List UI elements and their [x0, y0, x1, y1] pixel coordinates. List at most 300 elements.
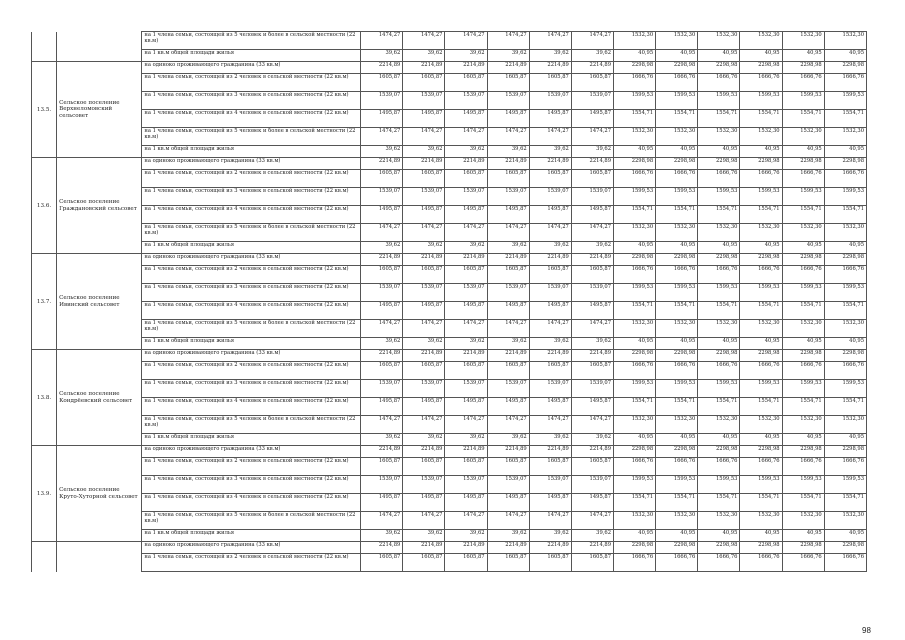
settlement-index: 13.6. — [32, 158, 57, 254]
table-row — [32, 284, 867, 302]
value-cell: 40,95 — [656, 146, 698, 158]
value-cell: 1666,76 — [614, 74, 656, 92]
value-cell: 1666,76 — [614, 554, 656, 572]
table-row — [32, 338, 867, 350]
value-cell: 1474,27 — [529, 224, 571, 242]
value-cell: 39,62 — [571, 146, 613, 158]
value-cell: 1554,71 — [782, 302, 824, 320]
value-cell: 1474,27 — [445, 32, 487, 50]
value-cell: 1474,27 — [445, 128, 487, 146]
value-cell: 1666,76 — [782, 458, 824, 476]
value-cell: 40,95 — [740, 50, 782, 62]
value-cell: 1532,30 — [656, 512, 698, 530]
value-cell: 39,62 — [571, 434, 613, 446]
value-cell: 1666,76 — [614, 266, 656, 284]
value-cell: 40,95 — [698, 146, 740, 158]
value-cell: 1599,53 — [614, 380, 656, 398]
value-cell: 1474,27 — [403, 416, 445, 434]
value-cell: 1539,07 — [361, 476, 403, 494]
value-cell: 1532,30 — [782, 128, 824, 146]
value-cell: 2298,98 — [824, 62, 866, 74]
value-cell: 2298,98 — [656, 254, 698, 266]
value-cell: 1666,76 — [740, 266, 782, 284]
row-label: на 1 члена семьи, состоящей из 4 человек в сельской местности (22 кв.м) — [142, 110, 361, 128]
value-cell: 1474,27 — [487, 224, 529, 242]
value-cell: 2214,89 — [403, 254, 445, 266]
value-cell: 1539,07 — [361, 92, 403, 110]
value-cell: 1474,27 — [571, 32, 613, 50]
value-cell: 2298,98 — [782, 254, 824, 266]
value-cell: 40,95 — [782, 146, 824, 158]
table-row — [32, 512, 867, 530]
value-cell: 1539,07 — [403, 284, 445, 302]
value-cell: 1666,76 — [782, 170, 824, 188]
table-row — [32, 530, 867, 542]
value-cell: 1495,87 — [487, 206, 529, 224]
blank-cell — [32, 32, 57, 50]
value-cell: 39,62 — [445, 338, 487, 350]
value-cell: 1539,07 — [487, 380, 529, 398]
value-cell: 1495,87 — [403, 398, 445, 416]
table-row — [32, 254, 867, 266]
value-cell: 1605,87 — [361, 266, 403, 284]
value-cell: 2298,98 — [656, 158, 698, 170]
value-cell: 1599,53 — [614, 476, 656, 494]
row-label: на 1 члена семьи, состоящей из 3 человек в сельской местности (22 кв.м) — [142, 476, 361, 494]
table-row — [32, 158, 867, 170]
value-cell: 1539,07 — [445, 284, 487, 302]
value-cell: 1495,87 — [361, 110, 403, 128]
table-row — [32, 380, 867, 398]
value-cell: 1599,53 — [824, 380, 866, 398]
value-cell: 2214,89 — [445, 254, 487, 266]
value-cell: 1599,53 — [782, 284, 824, 302]
value-cell: 1599,53 — [614, 92, 656, 110]
value-cell: 39,62 — [487, 530, 529, 542]
value-cell: 1605,87 — [445, 266, 487, 284]
row-label: на одиноко проживающего гражданина (33 кв.м) — [142, 254, 361, 266]
value-cell: 1554,71 — [824, 494, 866, 512]
value-cell: 1474,27 — [487, 128, 529, 146]
value-cell: 1599,53 — [824, 92, 866, 110]
value-cell: 1605,87 — [487, 458, 529, 476]
row-label: на одиноко проживающего гражданина (33 кв.м) — [142, 62, 361, 74]
value-cell: 1539,07 — [487, 92, 529, 110]
value-cell: 1605,87 — [529, 458, 571, 476]
value-cell: 1474,27 — [403, 128, 445, 146]
value-cell: 2214,89 — [487, 254, 529, 266]
value-cell: 1495,87 — [487, 494, 529, 512]
value-cell: 1605,87 — [529, 362, 571, 380]
value-cell: 1605,87 — [361, 554, 403, 572]
value-cell: 1554,71 — [614, 110, 656, 128]
value-cell: 1474,27 — [361, 224, 403, 242]
row-label: на 1 члена семьи, состоящей из 2 человек в сельской местности (22 кв.м) — [142, 554, 361, 572]
value-cell: 40,95 — [824, 146, 866, 158]
value-cell: 1666,76 — [614, 170, 656, 188]
value-cell: 1539,07 — [445, 92, 487, 110]
value-cell: 39,62 — [529, 434, 571, 446]
value-cell: 1666,76 — [824, 362, 866, 380]
row-label: на одиноко проживающего гражданина (33 кв.м) — [142, 350, 361, 362]
row-label: на 1 кв.м общей площади жилья — [142, 50, 361, 62]
value-cell: 40,95 — [614, 434, 656, 446]
value-cell: 40,95 — [656, 242, 698, 254]
value-cell: 39,62 — [487, 50, 529, 62]
value-cell: 40,95 — [740, 146, 782, 158]
table-row — [32, 350, 867, 362]
row-label: на 1 члена семьи, состоящей из 3 человек в сельской местности (22 кв.м) — [142, 380, 361, 398]
value-cell: 1474,27 — [487, 416, 529, 434]
table-row — [32, 74, 867, 92]
value-cell: 40,95 — [824, 434, 866, 446]
row-label: на 1 члена семьи, состоящей из 5 человек и более в сельской местности (22 кв.м) — [142, 32, 361, 50]
blank-cell — [57, 542, 142, 554]
value-cell: 1554,71 — [782, 398, 824, 416]
value-cell: 2298,98 — [782, 350, 824, 362]
value-cell: 1532,30 — [698, 512, 740, 530]
row-label: на 1 члена семьи, состоящей из 2 человек в сельской местности (22 кв.м) — [142, 266, 361, 284]
value-cell: 1532,30 — [698, 32, 740, 50]
value-cell: 2214,89 — [403, 62, 445, 74]
value-cell: 1495,87 — [529, 494, 571, 512]
value-cell: 40,95 — [614, 242, 656, 254]
value-cell: 1554,71 — [740, 206, 782, 224]
value-cell: 1539,07 — [403, 380, 445, 398]
value-cell: 2298,98 — [824, 158, 866, 170]
value-cell: 1599,53 — [740, 476, 782, 494]
value-cell: 1599,53 — [824, 284, 866, 302]
value-cell: 1666,76 — [782, 74, 824, 92]
value-cell: 2214,89 — [445, 350, 487, 362]
value-cell: 39,62 — [445, 242, 487, 254]
value-cell: 1539,07 — [487, 188, 529, 206]
value-cell: 1539,07 — [529, 92, 571, 110]
tariff-table — [31, 31, 867, 572]
value-cell: 1495,87 — [403, 206, 445, 224]
value-cell: 2214,89 — [403, 542, 445, 554]
value-cell: 2214,89 — [487, 542, 529, 554]
value-cell: 2298,98 — [614, 254, 656, 266]
value-cell: 39,62 — [529, 242, 571, 254]
value-cell: 1495,87 — [571, 110, 613, 128]
settlement-index: 13.7. — [32, 254, 57, 350]
value-cell: 1554,71 — [614, 302, 656, 320]
value-cell: 1666,76 — [782, 266, 824, 284]
value-cell: 1495,87 — [403, 494, 445, 512]
value-cell: 1539,07 — [529, 284, 571, 302]
value-cell: 39,62 — [403, 338, 445, 350]
value-cell: 1474,27 — [571, 512, 613, 530]
value-cell: 1605,87 — [445, 170, 487, 188]
value-cell: 39,62 — [529, 146, 571, 158]
value-cell: 2298,98 — [614, 62, 656, 74]
value-cell: 1666,76 — [656, 74, 698, 92]
value-cell: 1474,27 — [529, 320, 571, 338]
row-label: на 1 члена семьи, состоящей из 5 человек и более в сельской местности (22 кв.м) — [142, 224, 361, 242]
value-cell: 1599,53 — [782, 380, 824, 398]
value-cell: 40,95 — [782, 434, 824, 446]
value-cell: 1605,87 — [403, 170, 445, 188]
value-cell: 1539,07 — [445, 188, 487, 206]
value-cell: 1495,87 — [445, 110, 487, 128]
value-cell: 1474,27 — [529, 32, 571, 50]
value-cell: 1605,87 — [361, 458, 403, 476]
value-cell: 1495,87 — [445, 206, 487, 224]
value-cell: 1554,71 — [824, 398, 866, 416]
value-cell: 1495,87 — [361, 494, 403, 512]
value-cell: 1605,87 — [529, 554, 571, 572]
row-label: на 1 члена семьи, состоящей из 5 человек и более в сельской местности (22 кв.м) — [142, 512, 361, 530]
row-label: на 1 кв.м общей площади жилья — [142, 242, 361, 254]
value-cell: 1666,76 — [824, 74, 866, 92]
value-cell: 39,62 — [529, 338, 571, 350]
value-cell: 1532,30 — [614, 512, 656, 530]
value-cell: 1599,53 — [698, 476, 740, 494]
value-cell: 1554,71 — [698, 110, 740, 128]
value-cell: 1554,71 — [740, 494, 782, 512]
value-cell: 2214,89 — [361, 254, 403, 266]
table-row — [32, 110, 867, 128]
value-cell: 1599,53 — [656, 380, 698, 398]
value-cell: 1605,87 — [571, 74, 613, 92]
value-cell: 1474,27 — [403, 512, 445, 530]
settlement-name: Сельское поселение Верхнеломовский сельсовет — [57, 62, 142, 158]
table-row — [32, 434, 867, 446]
value-cell: 1605,87 — [403, 554, 445, 572]
row-label: на 1 кв.м общей площади жилья — [142, 530, 361, 542]
value-cell: 1532,30 — [614, 224, 656, 242]
value-cell: 2298,98 — [698, 62, 740, 74]
value-cell: 1532,30 — [740, 512, 782, 530]
value-cell: 1599,53 — [782, 476, 824, 494]
value-cell: 2214,89 — [445, 158, 487, 170]
value-cell: 1554,71 — [782, 494, 824, 512]
value-cell: 2298,98 — [614, 158, 656, 170]
value-cell: 1666,76 — [698, 554, 740, 572]
value-cell: 1599,53 — [614, 284, 656, 302]
value-cell: 40,95 — [698, 338, 740, 350]
value-cell: 1532,30 — [824, 320, 866, 338]
value-cell: 40,95 — [824, 50, 866, 62]
value-cell: 1532,30 — [782, 224, 824, 242]
value-cell: 1666,76 — [740, 554, 782, 572]
value-cell: 1474,27 — [403, 224, 445, 242]
table-row — [32, 170, 867, 188]
value-cell: 40,95 — [782, 530, 824, 542]
value-cell: 1599,53 — [698, 92, 740, 110]
value-cell: 1539,07 — [403, 188, 445, 206]
blank-cell — [57, 32, 142, 50]
value-cell: 40,95 — [614, 530, 656, 542]
value-cell: 2298,98 — [824, 350, 866, 362]
value-cell: 1532,30 — [782, 320, 824, 338]
value-cell: 40,95 — [740, 434, 782, 446]
table-row — [32, 416, 867, 434]
value-cell: 1554,71 — [824, 206, 866, 224]
value-cell: 1532,30 — [656, 128, 698, 146]
value-cell: 1599,53 — [782, 92, 824, 110]
value-cell: 40,95 — [698, 434, 740, 446]
value-cell: 39,62 — [445, 530, 487, 542]
value-cell: 39,62 — [403, 242, 445, 254]
value-cell: 1605,87 — [445, 362, 487, 380]
value-cell: 2214,89 — [529, 158, 571, 170]
value-cell: 1605,87 — [403, 74, 445, 92]
value-cell: 1554,71 — [824, 110, 866, 128]
settlement-name: Сельское поселение Граждановский сельсовет — [57, 158, 142, 254]
value-cell: 1532,30 — [740, 320, 782, 338]
value-cell: 1605,87 — [403, 362, 445, 380]
value-cell: 1605,87 — [361, 170, 403, 188]
value-cell: 1605,87 — [571, 362, 613, 380]
value-cell: 1532,30 — [614, 32, 656, 50]
value-cell: 1554,71 — [698, 494, 740, 512]
row-label: на 1 члена семьи, состоящей из 4 человек в сельской местности (22 кв.м) — [142, 302, 361, 320]
value-cell: 39,62 — [571, 50, 613, 62]
value-cell: 1539,07 — [487, 476, 529, 494]
value-cell: 2214,89 — [529, 350, 571, 362]
value-cell: 1495,87 — [571, 302, 613, 320]
value-cell: 1474,27 — [361, 512, 403, 530]
value-cell: 1532,30 — [824, 32, 866, 50]
row-label: на 1 кв.м общей площади жилья — [142, 338, 361, 350]
value-cell: 1605,87 — [529, 170, 571, 188]
value-cell: 40,95 — [698, 50, 740, 62]
value-cell: 1539,07 — [403, 476, 445, 494]
value-cell: 1599,53 — [824, 476, 866, 494]
value-cell: 2214,89 — [571, 158, 613, 170]
value-cell: 1605,87 — [529, 266, 571, 284]
value-cell: 1605,87 — [529, 74, 571, 92]
value-cell: 2214,89 — [571, 542, 613, 554]
row-label: на 1 члена семьи, состоящей из 4 человек в сельской местности (22 кв.м) — [142, 398, 361, 416]
value-cell: 1554,71 — [614, 494, 656, 512]
value-cell: 39,62 — [403, 530, 445, 542]
row-label: на 1 члена семьи, состоящей из 4 человек в сельской местности (22 кв.м) — [142, 206, 361, 224]
value-cell: 40,95 — [656, 434, 698, 446]
value-cell: 39,62 — [361, 50, 403, 62]
value-cell: 40,95 — [698, 242, 740, 254]
value-cell: 39,62 — [487, 146, 529, 158]
value-cell: 1554,71 — [656, 110, 698, 128]
value-cell: 1539,07 — [571, 284, 613, 302]
value-cell: 1539,07 — [361, 380, 403, 398]
value-cell: 1666,76 — [740, 458, 782, 476]
value-cell: 40,95 — [824, 338, 866, 350]
value-cell: 1605,87 — [487, 554, 529, 572]
table-row — [32, 320, 867, 338]
value-cell: 1539,07 — [571, 92, 613, 110]
value-cell: 1474,27 — [487, 320, 529, 338]
value-cell: 2214,89 — [571, 254, 613, 266]
value-cell: 39,62 — [361, 146, 403, 158]
value-cell: 2298,98 — [740, 158, 782, 170]
value-cell: 1605,87 — [361, 74, 403, 92]
value-cell: 40,95 — [614, 50, 656, 62]
value-cell: 39,62 — [529, 530, 571, 542]
value-cell: 2214,89 — [571, 446, 613, 458]
table-row — [32, 398, 867, 416]
row-label: на 1 члена семьи, состоящей из 4 человек в сельской местности (22 кв.м) — [142, 494, 361, 512]
value-cell: 1495,87 — [529, 110, 571, 128]
value-cell: 1495,87 — [445, 398, 487, 416]
value-cell: 2298,98 — [614, 350, 656, 362]
table-row — [32, 554, 867, 572]
value-cell: 1474,27 — [529, 416, 571, 434]
value-cell: 1554,71 — [782, 206, 824, 224]
value-cell: 39,62 — [361, 434, 403, 446]
value-cell: 1666,76 — [824, 170, 866, 188]
value-cell: 1474,27 — [571, 128, 613, 146]
value-cell: 1666,76 — [656, 266, 698, 284]
value-cell: 1495,87 — [361, 206, 403, 224]
value-cell: 1666,76 — [698, 266, 740, 284]
value-cell: 2298,98 — [656, 446, 698, 458]
value-cell: 1532,30 — [740, 128, 782, 146]
value-cell: 1539,07 — [529, 476, 571, 494]
row-label: на одиноко проживающего гражданина (33 кв.м) — [142, 542, 361, 554]
blank-cell — [32, 50, 57, 62]
value-cell: 1554,71 — [656, 302, 698, 320]
row-label: на 1 члена семьи, состоящей из 3 человек в сельской местности (22 кв.м) — [142, 188, 361, 206]
value-cell: 1554,71 — [740, 398, 782, 416]
value-cell: 39,62 — [487, 338, 529, 350]
table-row — [32, 224, 867, 242]
value-cell: 2214,89 — [487, 158, 529, 170]
value-cell: 40,95 — [782, 242, 824, 254]
value-cell: 1554,71 — [782, 110, 824, 128]
value-cell: 1599,53 — [698, 380, 740, 398]
value-cell: 1495,87 — [487, 110, 529, 128]
value-cell: 2298,98 — [782, 542, 824, 554]
value-cell: 2214,89 — [361, 62, 403, 74]
value-cell: 39,62 — [445, 146, 487, 158]
table-row — [32, 494, 867, 512]
value-cell: 2298,98 — [698, 350, 740, 362]
table-row — [32, 458, 867, 476]
value-cell: 1599,53 — [740, 284, 782, 302]
value-cell: 2214,89 — [361, 158, 403, 170]
value-cell: 39,62 — [487, 434, 529, 446]
value-cell: 2214,89 — [403, 350, 445, 362]
page-number: 98 — [862, 626, 871, 635]
value-cell: 1539,07 — [487, 284, 529, 302]
value-cell: 1495,87 — [529, 302, 571, 320]
value-cell: 1666,76 — [740, 170, 782, 188]
table-row — [32, 206, 867, 224]
value-cell: 2298,98 — [782, 158, 824, 170]
value-cell: 1539,07 — [361, 284, 403, 302]
row-label: на 1 члена семьи, состоящей из 2 человек в сельской местности (22 кв.м) — [142, 362, 361, 380]
table-row — [32, 242, 867, 254]
value-cell: 40,95 — [614, 338, 656, 350]
value-cell: 2298,98 — [656, 542, 698, 554]
value-cell: 39,62 — [529, 50, 571, 62]
value-cell: 2298,98 — [740, 350, 782, 362]
value-cell: 1599,53 — [740, 92, 782, 110]
value-cell: 1532,30 — [614, 320, 656, 338]
value-cell: 2298,98 — [740, 542, 782, 554]
value-cell: 40,95 — [824, 530, 866, 542]
value-cell: 2298,98 — [614, 446, 656, 458]
value-cell: 40,95 — [740, 242, 782, 254]
value-cell: 1474,27 — [487, 32, 529, 50]
value-cell: 1554,71 — [740, 110, 782, 128]
value-cell: 1554,71 — [656, 494, 698, 512]
value-cell: 2298,98 — [656, 350, 698, 362]
value-cell: 2214,89 — [361, 350, 403, 362]
